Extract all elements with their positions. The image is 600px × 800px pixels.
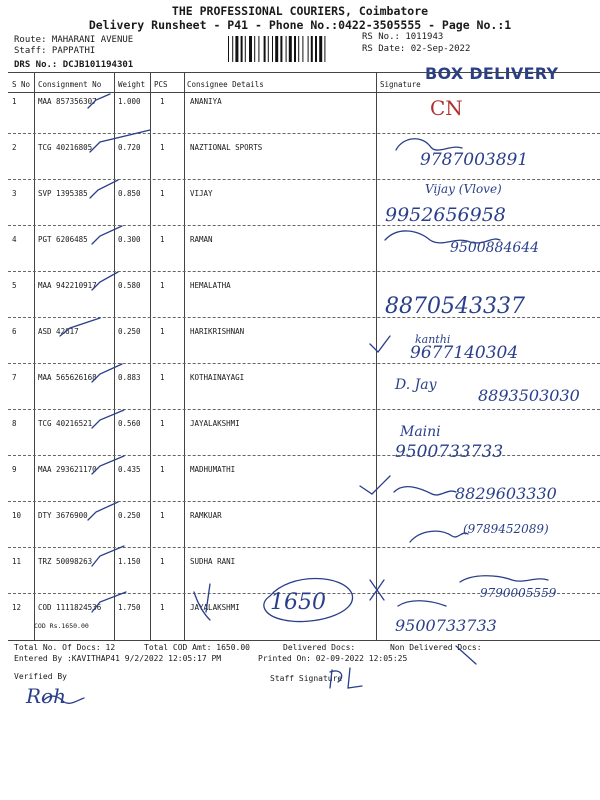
row-consignee: JAYALAKSHMI	[190, 603, 240, 612]
row-pcs: 1	[160, 235, 165, 244]
rs-date: RS Date: 02-Sep-2022	[362, 44, 471, 54]
row-weight: 1.150	[118, 557, 141, 566]
row-pcs: 1	[160, 465, 165, 474]
row-weight: 1.750	[118, 603, 141, 612]
row-sno: 1	[12, 97, 17, 106]
row-consignee: RAMKUAR	[190, 511, 222, 520]
staff-signature	[330, 668, 362, 688]
handwritten-phone: 9500884644	[450, 240, 540, 256]
stroke-mark	[370, 580, 384, 600]
signature-scribble	[398, 601, 446, 606]
row-weight: 0.850	[118, 189, 141, 198]
staff-label: Staff: PAPPATHI	[14, 46, 96, 56]
handwritten-phone: 8829603330	[455, 484, 557, 503]
rs-number: RS No.: 1011943	[362, 32, 444, 42]
cod-note: COD Rs.1650.00	[34, 622, 89, 630]
non-delivered-docs: Non Delivered Docs:	[390, 643, 482, 652]
row-consignee: HARIKRISHNAN	[190, 327, 245, 336]
row-consignee: JAYALAKSHMI	[190, 419, 240, 428]
row-consignment: MAA 565626168	[38, 373, 97, 382]
tick-mark	[360, 476, 390, 494]
col-header-sno: S No	[12, 80, 31, 89]
stroke-mark	[194, 592, 210, 620]
row-consignee: RAMAN	[190, 235, 213, 244]
handwritten-phone: 8870543337	[385, 294, 525, 319]
row-weight: 0.883	[118, 373, 141, 382]
drs-number: DRS No.: DCJB101194301	[14, 60, 134, 70]
verifier-flourish	[44, 696, 84, 703]
row-consignment: MAA 942210917	[38, 281, 97, 290]
handwritten-name: kanthi	[415, 333, 451, 346]
signature-scribble	[394, 487, 456, 495]
tick-mark	[90, 180, 118, 198]
col-header-consignment: Consignment No	[38, 80, 102, 89]
verifier-signature: Roh	[26, 684, 66, 708]
delivered-docs: Delivered Docs:	[283, 643, 356, 652]
row-weight: 0.435	[118, 465, 141, 474]
row-consignee: ANANIYA	[190, 97, 222, 106]
row-consignee: VIJAY	[190, 189, 213, 198]
row-consignee: HEMALATHA	[190, 281, 231, 290]
row-weight: 0.250	[118, 327, 141, 336]
handwritten-phone: 9677140304	[410, 343, 519, 363]
row-pcs: 1	[160, 97, 165, 106]
staff-signature-label: Staff Signature	[270, 674, 343, 683]
handwritten-phone: 9787003891	[420, 150, 529, 170]
row-pcs: 1	[160, 511, 165, 520]
tick-mark	[92, 410, 124, 428]
entered-by: Entered By :KAVITHAP41 9/2/2022 12:05:17 PM	[14, 654, 222, 663]
row-sno: 2	[12, 143, 17, 152]
company-title: THE PROFESSIONAL COURIERS, Coimbatore	[171, 4, 429, 18]
row-sno: 10	[12, 511, 22, 520]
row-consignment: SVP 1395385	[38, 189, 88, 198]
box-delivery-stamp: BOX DELIVERY	[425, 64, 559, 83]
row-pcs: 1	[160, 419, 165, 428]
row-weight: 1.000	[118, 97, 141, 106]
row-weight: 0.720	[118, 143, 141, 152]
runsheet-title: Delivery Runsheet - P41 - Phone No.:0422-3505555 - Page No.:1	[88, 18, 512, 32]
tick-mark	[370, 336, 390, 352]
row-consignment: COD 1111824536	[38, 603, 102, 612]
row-sno: 8	[12, 419, 17, 428]
signature-scribble	[410, 531, 468, 542]
tick-mark	[60, 318, 100, 336]
row-consignment: TCG 40216521	[38, 419, 93, 428]
row-sno: 12	[12, 603, 22, 612]
tick-mark	[92, 364, 122, 382]
printed-on: Printed On: 02-09-2022 12:05:25	[258, 654, 408, 663]
tick-mark	[88, 502, 118, 520]
row-sno: 5	[12, 281, 17, 290]
row-consignee: SUDHA RANI	[190, 557, 236, 566]
row-sno: 9	[12, 465, 17, 474]
row-consignment: MAA 857356307	[38, 97, 97, 106]
row-pcs: 1	[160, 143, 165, 152]
col-header-signature: Signature	[380, 80, 421, 89]
tick-mark	[88, 94, 110, 108]
row-consignee: NAZTIONAL SPORTS	[190, 143, 263, 152]
row-pcs: 1	[160, 603, 165, 612]
row-consignment: MAA 293621170	[38, 465, 97, 474]
handwritten-cn: CN	[430, 96, 463, 120]
row-pcs: 1	[160, 189, 165, 198]
row-consignment: ASD 42617	[38, 327, 79, 336]
handwritten-name: Maini	[400, 424, 441, 440]
row-pcs: 1	[160, 281, 165, 290]
row-pcs: 1	[160, 373, 165, 382]
col-header-pcs: PCS	[154, 80, 168, 89]
handwritten-phone: 9500733733	[395, 616, 497, 635]
total-docs: Total No. Of Docs: 12	[14, 643, 116, 652]
signature-scribble	[396, 139, 462, 150]
col-header-consignee: Consignee Details	[187, 80, 264, 89]
row-sno: 3	[12, 189, 17, 198]
tick-mark	[92, 272, 118, 290]
tick-mark	[90, 130, 150, 152]
stroke-mark	[206, 584, 210, 612]
tick-mark	[92, 546, 124, 566]
tick-mark	[92, 592, 126, 612]
row-weight: 0.300	[118, 235, 141, 244]
circled-amount-ring	[264, 579, 353, 622]
row-consignment: TRZ 50098263	[38, 557, 93, 566]
row-consignment: TCG 40216805	[38, 143, 93, 152]
handwritten-phone: 9952656958	[385, 204, 506, 226]
handwritten-phone: 9790005559	[480, 586, 557, 600]
row-consignee: MADHUMATHI	[190, 465, 236, 474]
handwritten-name: Vijay (Vlove)	[425, 182, 502, 196]
row-weight: 0.560	[118, 419, 141, 428]
row-sno: 11	[12, 557, 22, 566]
verified-by-label: Verified By	[14, 672, 67, 681]
stroke-mark	[456, 646, 476, 664]
handwritten-phone: 9500733733	[395, 442, 504, 462]
total-cod-amount: Total COD Amt: 1650.00	[144, 643, 250, 652]
row-weight: 0.250	[118, 511, 141, 520]
row-pcs: 1	[160, 557, 165, 566]
row-sno: 4	[12, 235, 17, 244]
row-weight: 0.580	[118, 281, 141, 290]
signature-scribble	[460, 576, 548, 582]
route-label: Route: MAHARANI AVENUE	[14, 35, 134, 45]
row-consignment: PGT 6206485	[38, 235, 88, 244]
signature-scribble	[385, 231, 500, 243]
row-sno: 6	[12, 327, 17, 336]
tick-mark	[92, 226, 122, 244]
handwritten-cod-amount: 1650	[270, 590, 326, 615]
row-sno: 7	[12, 373, 17, 382]
tick-mark	[92, 456, 124, 474]
row-pcs: 1	[160, 327, 165, 336]
row-consignment: DTY 3676900	[38, 511, 88, 520]
handwritten-phone: 8893503030	[478, 386, 580, 405]
handwritten-phone: (9789452089)	[463, 522, 549, 536]
row-consignee: KOTHAINAYAGI	[190, 373, 245, 382]
col-header-weight: Weight	[118, 80, 146, 89]
handwritten-name: D. Jay	[395, 377, 437, 393]
